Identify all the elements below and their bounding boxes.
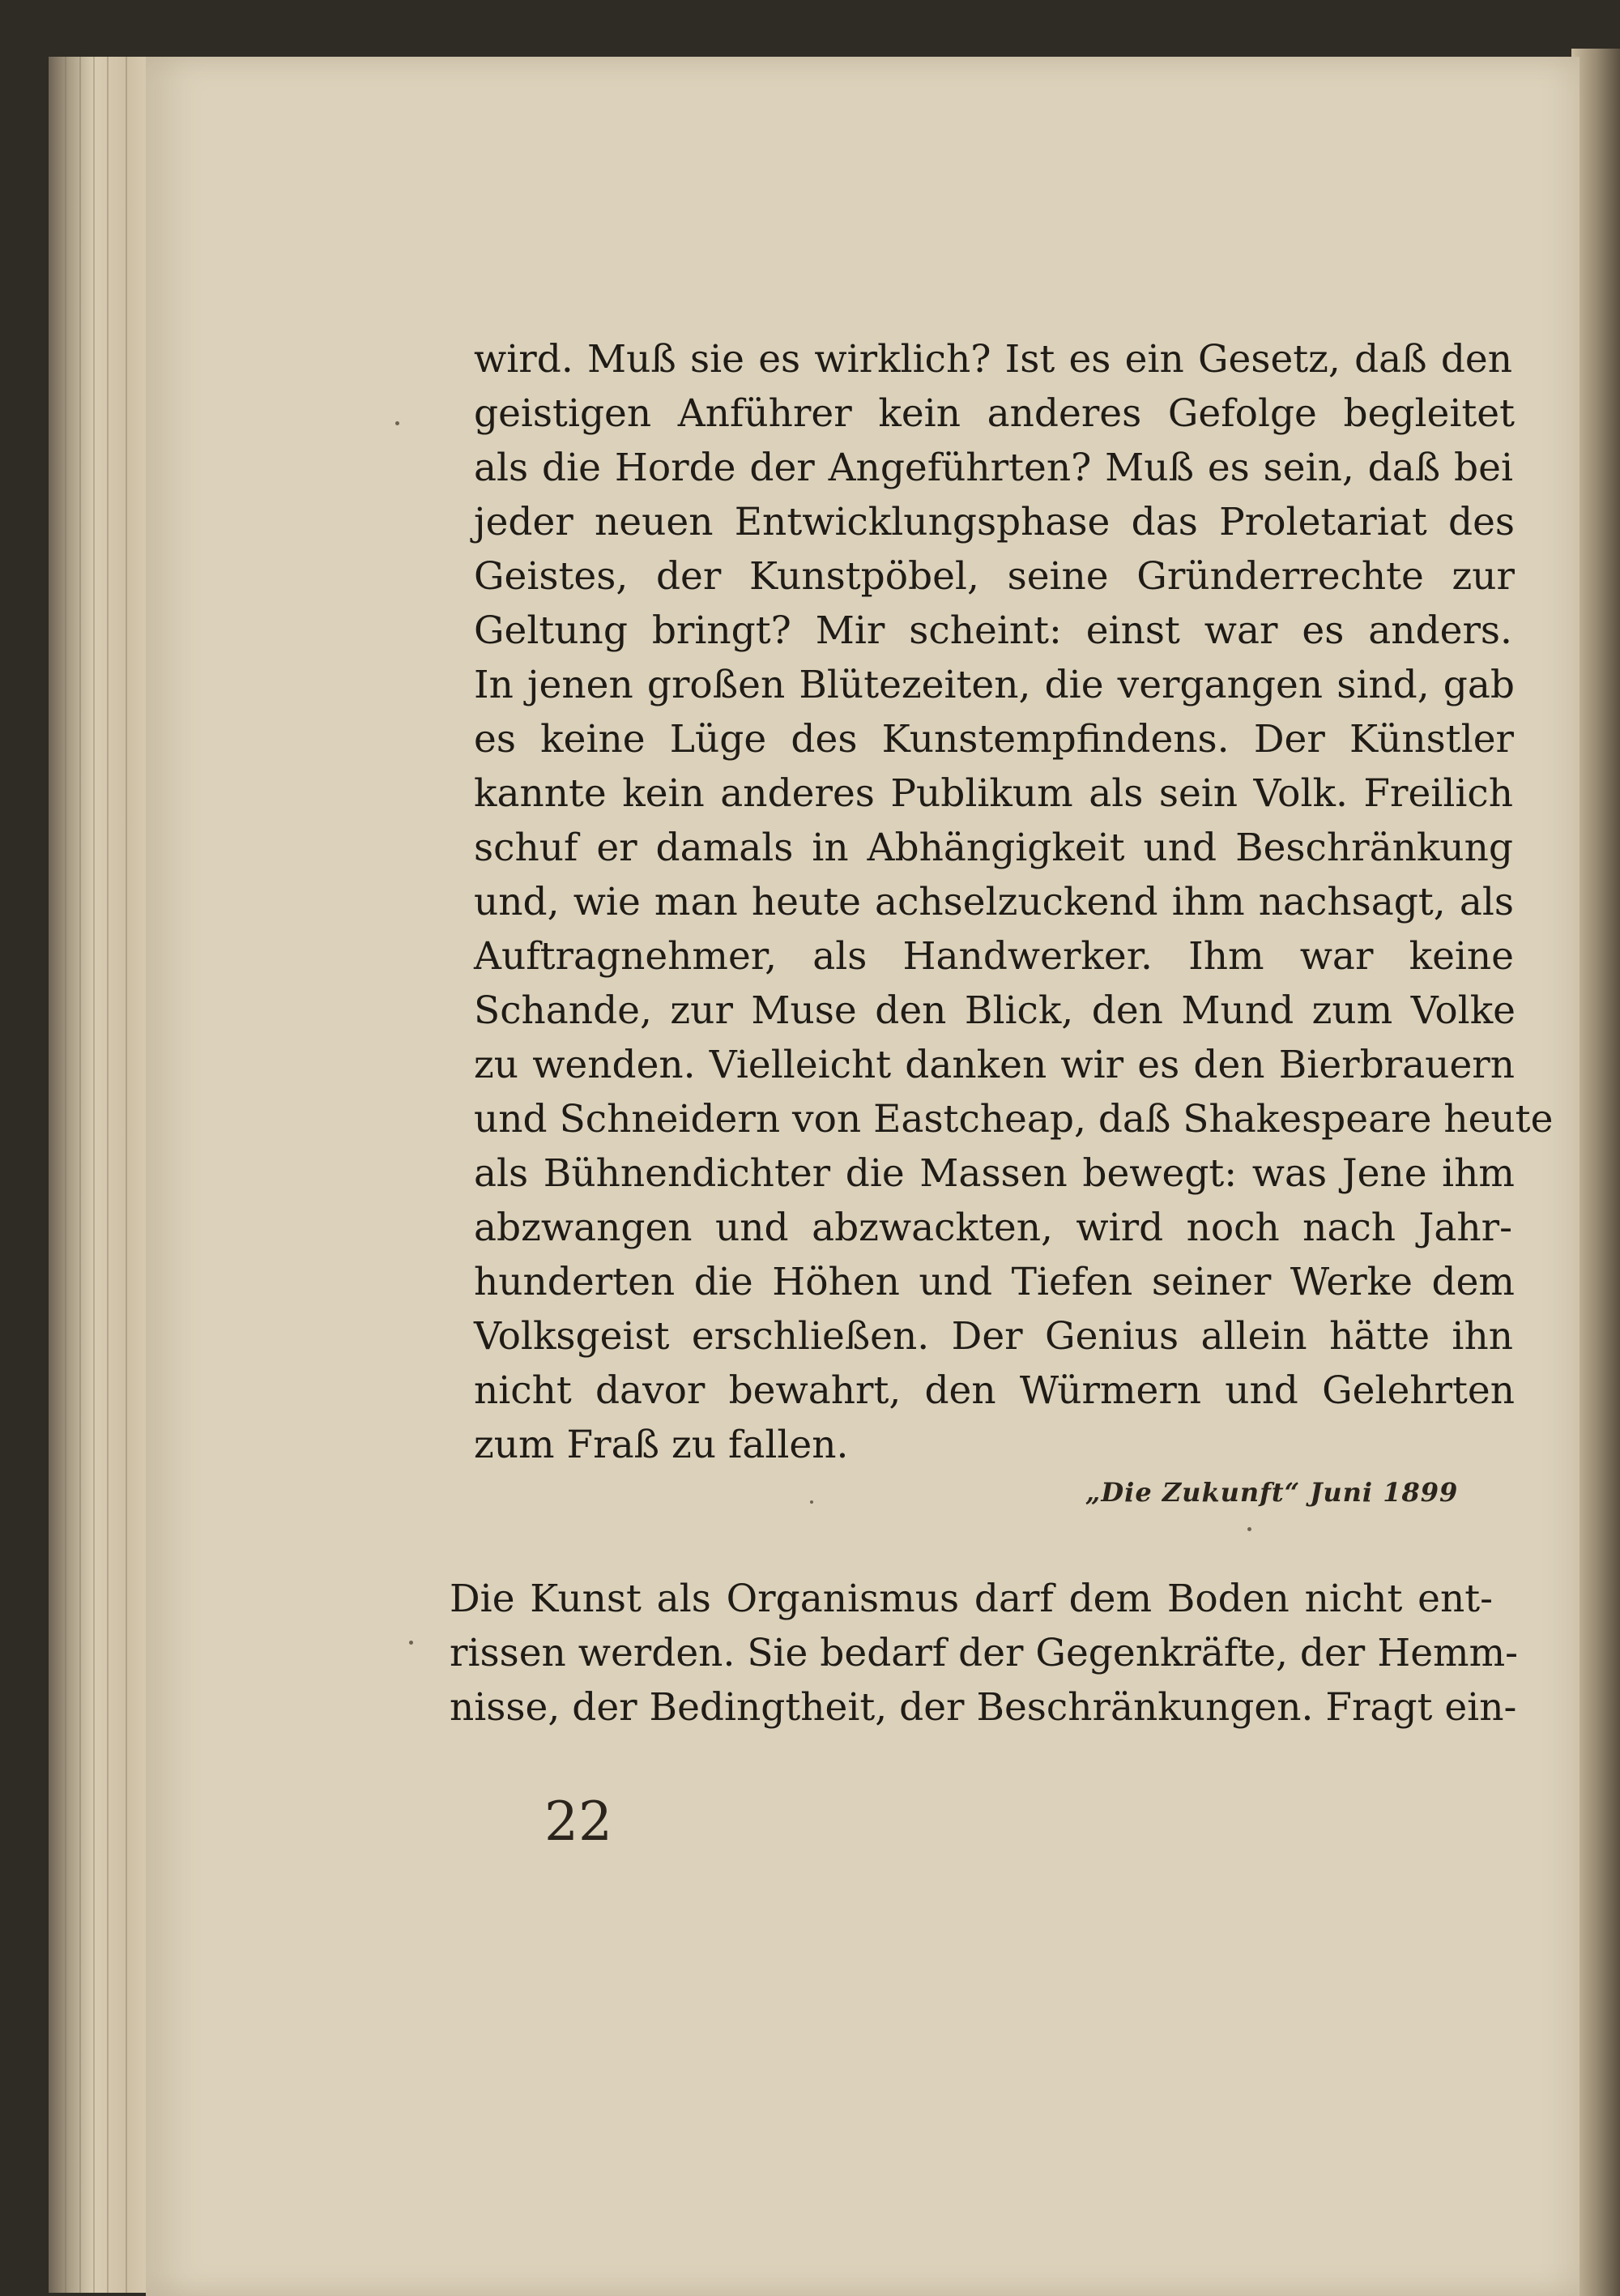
text-line: Schande, zur Muse den Blick, den Mund zum Volke [474, 988, 1516, 1033]
text-line: Die Kunst als Organismus darf dem Boden nicht ent- [450, 1577, 1493, 1621]
text-line: zum Fraß zu fallen. [474, 1423, 849, 1467]
text-line: rissen werden. Sie bedarf der Gegenkräfte, der Hemm- [450, 1631, 1519, 1675]
text-line: schuf er damals in Abhängigkeit und Beschränkung [474, 826, 1513, 870]
text-line: nisse, der Bedingtheit, der Beschränkungen. Fragt ein- [450, 1685, 1517, 1730]
text-line: In jenen großen Blütezeiten, die vergangen sind, gab [474, 663, 1515, 707]
page-stack-edge [49, 57, 162, 2293]
text-line: kannte kein anderes Publikum als sein Volk. Freilich [474, 771, 1513, 816]
text-line: als die Horde der Angeführten? Muß es sein, daß bei [474, 446, 1513, 490]
paragraph-2 [450, 1572, 1519, 1735]
text-line: zu wenden. Vielleicht danken wir es den Bierbrauern [474, 1043, 1515, 1087]
paper-speck [810, 1500, 813, 1504]
paragraph-1 [474, 332, 1620, 1472]
text-line: Geistes, der Kunstpöbel, seine Gründerrechte zur [474, 554, 1515, 599]
text-line: geistigen Anführer kein anderes Gefolge begleitet [474, 391, 1515, 436]
paper-speck [395, 421, 399, 425]
text-line: hunderten die Höhen und Tiefen seiner Werke dem [474, 1260, 1515, 1304]
source-citation: „Die Zukunft“ Juni 1899 [1085, 1477, 1459, 1508]
text-line: abzwangen und abzwackten, wird noch nach Jahr- [474, 1206, 1512, 1250]
paper-speck [1247, 1527, 1251, 1531]
text-line: Geltung bringt? Mir scheint: einst war es anders. [474, 608, 1512, 653]
text-line: wird. Muß sie es wirklich? Ist es ein Gesetz, daß den [474, 337, 1512, 382]
text-line: jeder neuen Entwicklungsphase das Proletariat des [474, 500, 1515, 544]
text-line: nicht davor bewahrt, den Würmern und Gelehrten [474, 1368, 1515, 1413]
page-number: 22 [544, 1790, 612, 1853]
text-line: Volksgeist erschließen. Der Genius allein hätte ihn [474, 1314, 1513, 1359]
paper-speck [409, 1641, 413, 1645]
text-line: als Bühnendichter die Massen bewegt: was Jene ihm [474, 1151, 1515, 1196]
text-line: und Schneidern von Eastcheap, daß Shakespeare heute [474, 1097, 1554, 1142]
text-line: Auftragnehmer, als Handwerker. Ihm war keine [474, 934, 1514, 979]
text-line: es keine Lüge des Kunstempfindens. Der Künstler [474, 717, 1514, 762]
text-line: und, wie man heute achselzuckend ihm nachsagt, als [474, 880, 1514, 924]
